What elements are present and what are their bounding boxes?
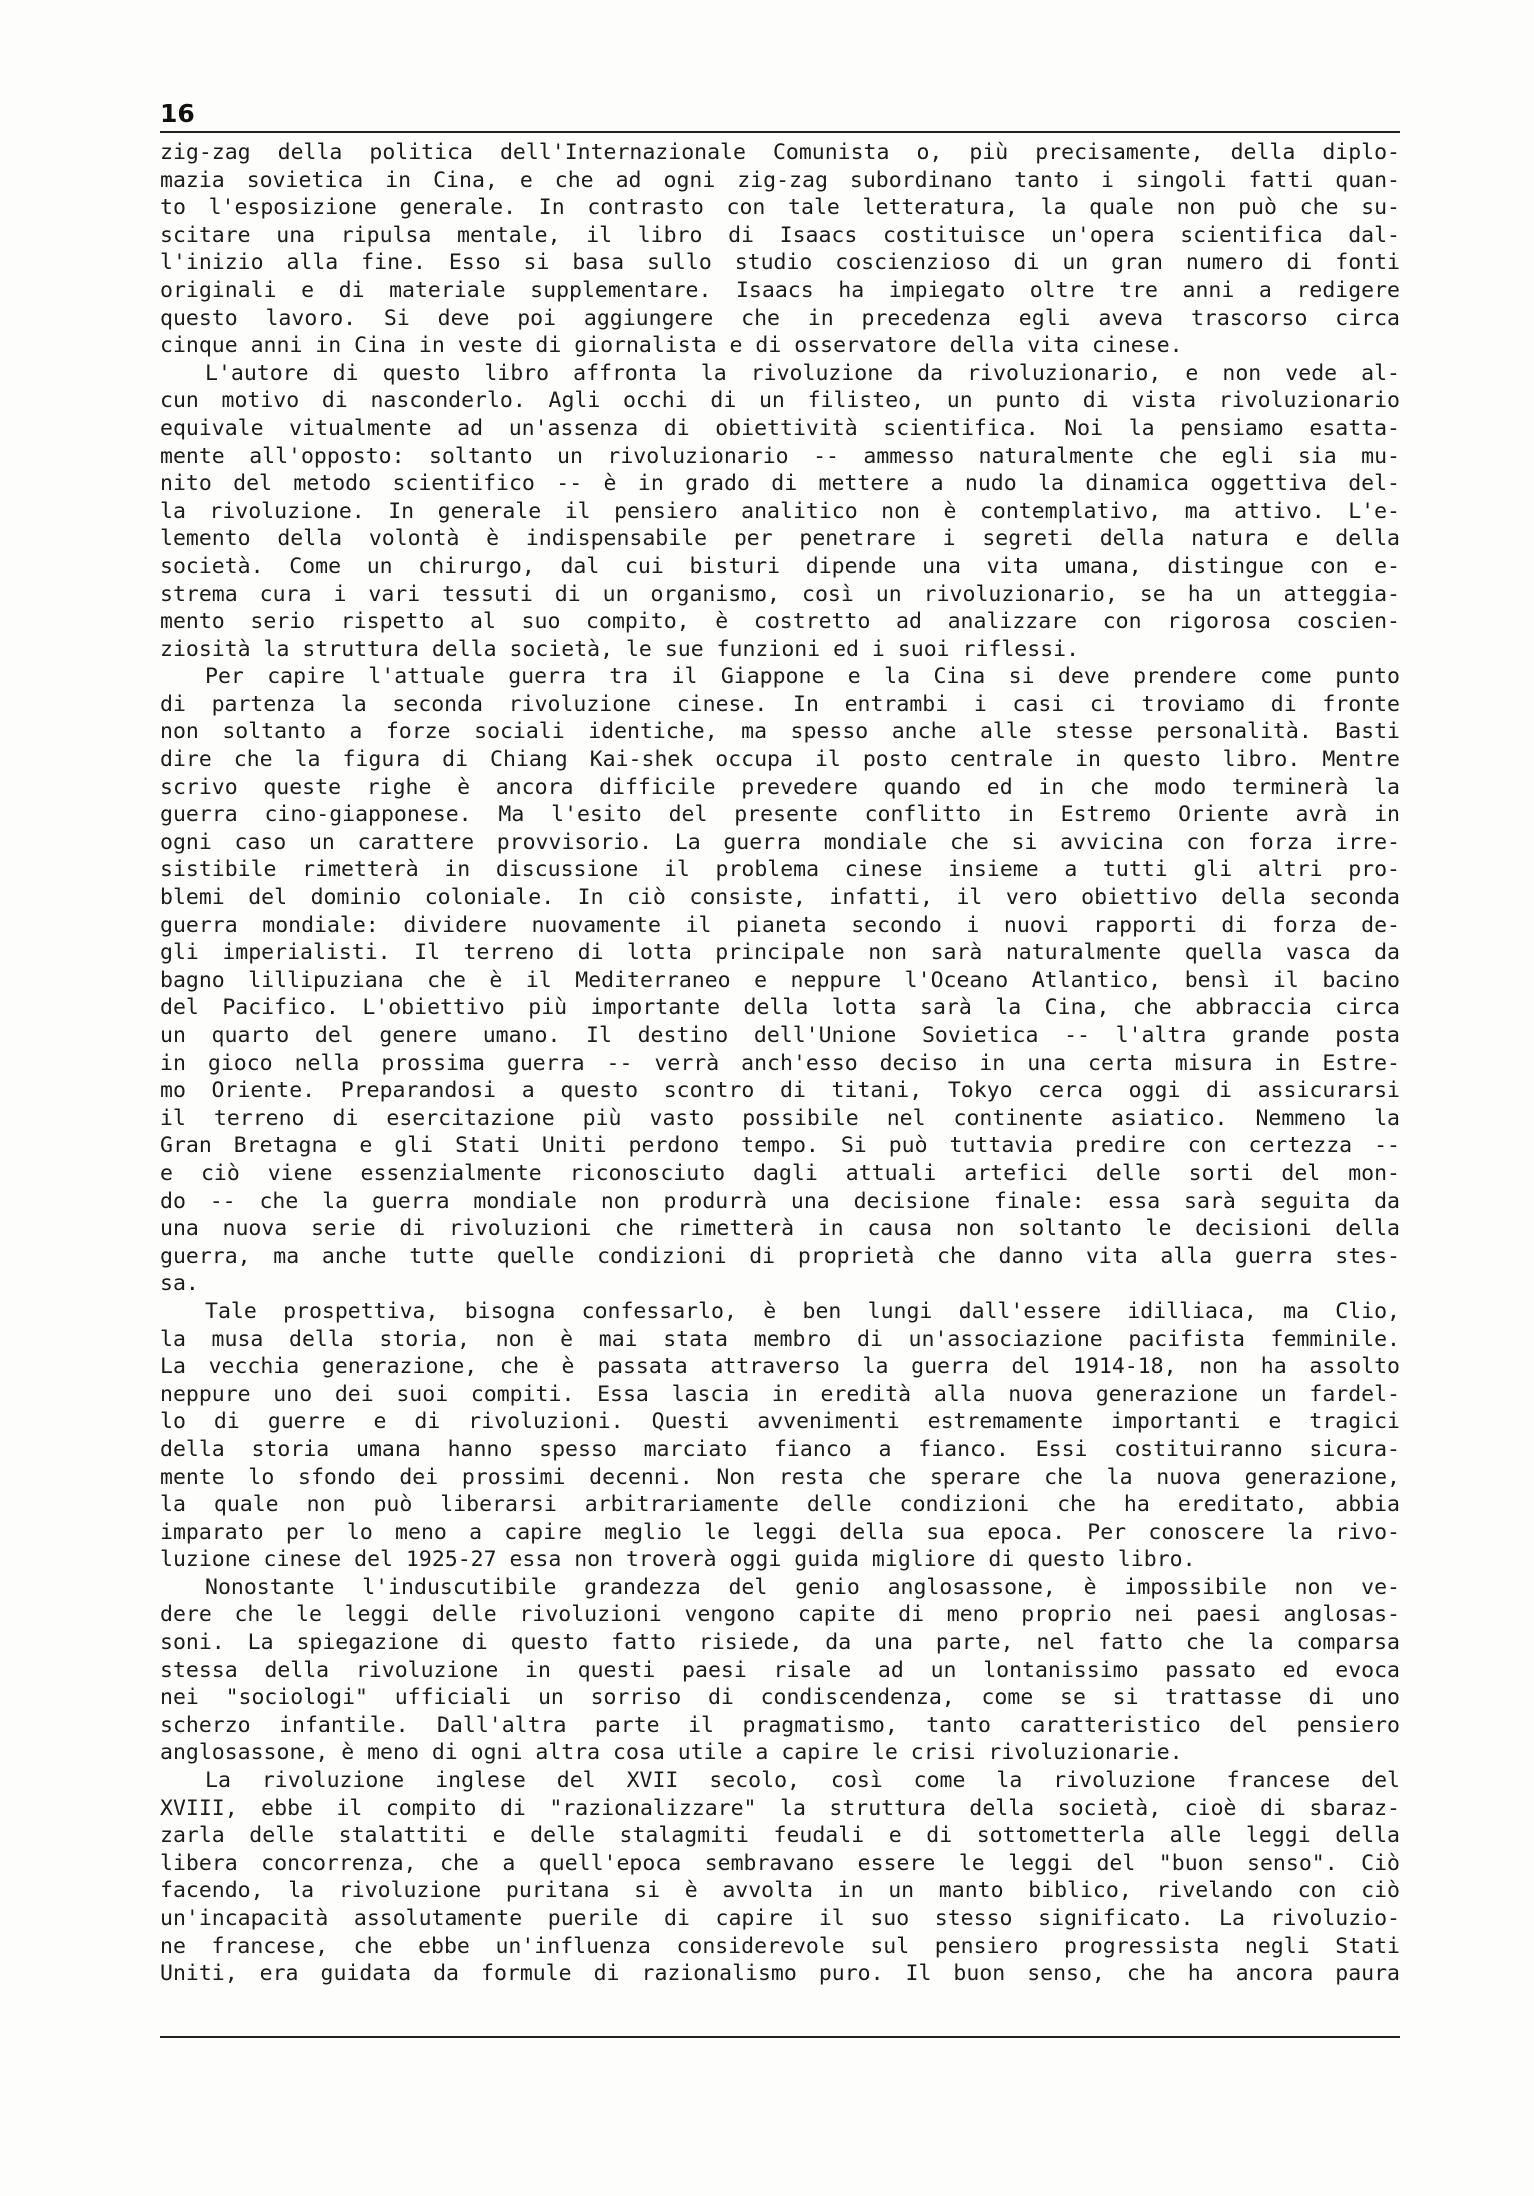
text-line: ziosità la struttura della società, le sue funzioni ed i suoi riflessi. [160,636,1080,662]
text-line: questo lavoro. Si deve poi aggiungere che in precedenza egli aveva trascorso circa [160,305,1400,331]
text-line: la rivoluzione. In generale il pensiero analitico non è contemplativo, ma attivo. L'e- [160,498,1400,524]
text-line: la musa della storia, non è mai stata membro di un'associazione pacifista femminile. [160,1326,1400,1352]
text-line: mo Oriente. Preparandosi a questo scontro di titani, Tokyo cerca oggi di assicurarsi [160,1078,1400,1104]
text-line: scitare una ripulsa mentale, il libro di Isaacs costituisce un'opera scientifica dal- [160,222,1400,248]
text-line: società. Come un chirurgo, dal cui bisturi dipende una vita umana, distingue con e- [160,553,1400,579]
text-line: guerra cino-giapponese. Ma l'esito del presente conflitto in Estremo Oriente avrà in [160,802,1400,828]
text-line: il terreno di esercitazione più vasto possibile nel continente asiatico. Nemmeno la [160,1105,1400,1131]
text-line: zig-zag della politica dell'Internazionale Comunista o, più precisamente, della diplo- [160,140,1400,165]
text-line: sistibile rimetterà in discussione il problema cinese insieme a tutti gli altri pro- [160,857,1400,883]
text-line: mente all'opposto: soltanto un rivoluzionario -- ammesso naturalmente che egli sia mu- [160,443,1400,469]
text-line: dire che la figura di Chiang Kai-shek occupa il posto centrale in questo libro. Mentre [160,747,1400,773]
text-line: mento serio rispetto al suo compito, è costretto ad analizzare con rigorosa coscien- [160,609,1400,635]
text-line: Uniti, era guidata da formule di razionalismo puro. Il buon senso, che ha ancora paura [160,1961,1400,1987]
text-line: lo di guerre e di rivoluzioni. Questi avvenimenti estremamente importanti e tragici [160,1409,1400,1435]
text-line: di partenza la seconda rivoluzione cinese. In entrambi i casi ci troviamo di fronte [160,691,1400,717]
header-rule [160,131,1400,133]
text-line: stessa della rivoluzione in questi paesi risale ad un lontanissimo passato ed evoca [160,1657,1400,1683]
text-line: imparato per lo meno a capire meglio le leggi della sua epoca. Per conoscere la rivo- [160,1519,1400,1545]
text-line: non soltanto a forze sociali identiche, ma spesso anche alle stesse personalità. Basti [160,719,1400,745]
text-line: blemi del dominio coloniale. In ciò consiste, infatti, il vero obiettivo della seconda [160,885,1400,911]
text-line: equivale vitualmente ad un'assenza di obiettività scientifica. Noi la pensiamo esatta- [160,415,1400,441]
text-line: cun motivo di nasconderlo. Agli occhi di un filisteo, un punto di vista rivoluzionario [160,388,1400,414]
text-line: scherzo infantile. Dall'altra parte il pragmatismo, tanto caratteristico del pensiero [160,1712,1400,1738]
text-line: do -- che la guerra mondiale non produrrà una decisione finale: essa sarà seguita da [160,1188,1400,1214]
text-line: to l'esposizione generale. In contrasto con tale letteratura, la quale non può che su- [160,195,1400,221]
text-line: La rivoluzione inglese del XVII secolo, così come la rivoluzione francese del [205,1768,1400,1794]
footer-rule [160,2036,1400,2038]
text-line: sa. [160,1271,199,1297]
text-line: guerra mondiale: dividere nuovamente il pianeta secondo i nuovi rapporti di forza de- [160,912,1400,938]
text-line: l'inizio alla fine. Esso si basa sullo studio coscienzioso di un gran numero di fonti [160,250,1400,276]
text-line: nito del metodo scientifico -- è in grado di mettere a nudo la dinamica oggettiva del- [160,471,1400,497]
text-line: La vecchia generazione, che è passata attraverso la guerra del 1914-18, non ha assolto [160,1354,1400,1380]
text-line: nei "sociologi" ufficiali un sorriso di condiscendenza, come se si trattasse di uno [160,1685,1400,1711]
text-line: del Pacifico. L'obiettivo più importante della lotta sarà la Cina, che abbraccia circa [160,995,1400,1021]
text-line: ne francese, che ebbe un'influenza considerevole sul pensiero progressista negli Stati [160,1933,1400,1959]
text-line: una nuova serie di rivoluzioni che rimetterà in causa non soltanto le decisioni della [160,1216,1400,1242]
text-line: la quale non può liberarsi arbitrariamente delle condizioni che ha ereditato, abbia [160,1492,1400,1518]
text-line: un quarto del genere umano. Il destino dell'Unione Sovietica -- l'altra grande posta [160,1023,1400,1048]
text-line: Per capire l'attuale guerra tra il Giappone e la Cina si deve prendere come punto [205,664,1400,690]
text-line: soni. La spiegazione di questo fatto risiede, da una parte, nel fatto che la comparsa [160,1630,1400,1656]
text-line: neppure uno dei suoi compiti. Essa lascia in eredità alla nuova generazione un fardel- [160,1381,1400,1407]
text-line: dere che le leggi delle rivoluzioni vengono capite di meno proprio nei paesi anglosas- [160,1602,1400,1628]
text-line: scrivo queste righe è ancora difficile prevedere quando ed in che modo terminerà la [160,774,1400,800]
page-number: 16 [160,99,195,128]
text-line: mente lo sfondo dei prossimi decenni. Non resta che sperare che la nuova generazione, [160,1464,1400,1490]
text-line: ogni caso un carattere provvisorio. La guerra mondiale che si avvicina con forza irre- [160,829,1400,855]
text-line: e ciò viene essenzialmente riconosciuto dagli attuali artefici delle sorti del mon- [160,1160,1400,1186]
text-line: Gran Bretagna e gli Stati Uniti perdono tempo. Si può tuttavia predire con certezza -- [160,1133,1400,1159]
text-line: gli imperialisti. Il terreno di lotta principale non sarà naturalmente quella vasca da [160,940,1400,966]
text-line: originali e di materiale supplementare. Isaacs ha impiegato oltre tre anni a redigere [160,277,1400,303]
text-line: della storia umana hanno spesso marciato fianco a fianco. Essi costituiranno sicura- [160,1436,1400,1462]
text-line: un'incapacità assolutamente puerile di capire il suo stesso significato. La rivoluzio- [160,1906,1400,1931]
text-line: facendo, la rivoluzione puritana si è avvolta in un manto biblico, rivelando con ciò [160,1878,1400,1904]
text-line: guerra, ma anche tutte quelle condizioni di proprietà che danno vita alla guerra stes- [160,1243,1400,1269]
text-line: bagno lillipuziana che è il Mediterraneo e neppure l'Oceano Atlantico, bensì il bacino [160,967,1400,993]
text-line: zarla delle stalattiti e delle stalagmiti feudali e di sottometterla alle leggi della [160,1823,1400,1849]
text-line: luzione cinese del 1925-27 essa non troverà oggi guida migliore di questo libro. [160,1547,1196,1573]
text-line: XVIII, ebbe il compito di "razionalizzare" la struttura della società, cioè di sbaraz- [160,1795,1400,1821]
text-line: anglosassone, è meno di ogni altra cosa utile a capire le crisi rivoluzionarie. [160,1740,1183,1766]
text-line: L'autore di questo libro affronta la rivoluzione da rivoluzionario, e non vede al- [205,360,1400,386]
text-line: mazia sovietica in Cina, e che ad ogni zig-zag subordinano tanto i singoli fatti quan- [160,167,1400,193]
text-line: strema cura i vari tessuti di un organismo, così un rivoluzionario, se ha un atteggia- [160,581,1400,607]
text-line: lemento della volontà è indispensabile per penetrare i segreti della natura e della [160,526,1400,552]
text-line: Tale prospettiva, bisogna confessarlo, è ben lungi dall'essere idilliaca, ma Clio, [205,1298,1400,1324]
text-line: cinque anni in Cina in veste di giornalista e di osservatore della vita cinese. [160,333,1183,359]
text-line: libera concorrenza, che a quell'epoca sembravano essere le leggi del "buon senso". Ciò [160,1850,1400,1876]
text-line: Nonostante l'induscutibile grandezza del genio anglosassone, è impossibile non ve- [205,1574,1400,1600]
text-line: in gioco nella prossima guerra -- verrà anch'esso deciso in una certa misura in Estre- [160,1050,1400,1076]
body-text [160,139,1400,1988]
